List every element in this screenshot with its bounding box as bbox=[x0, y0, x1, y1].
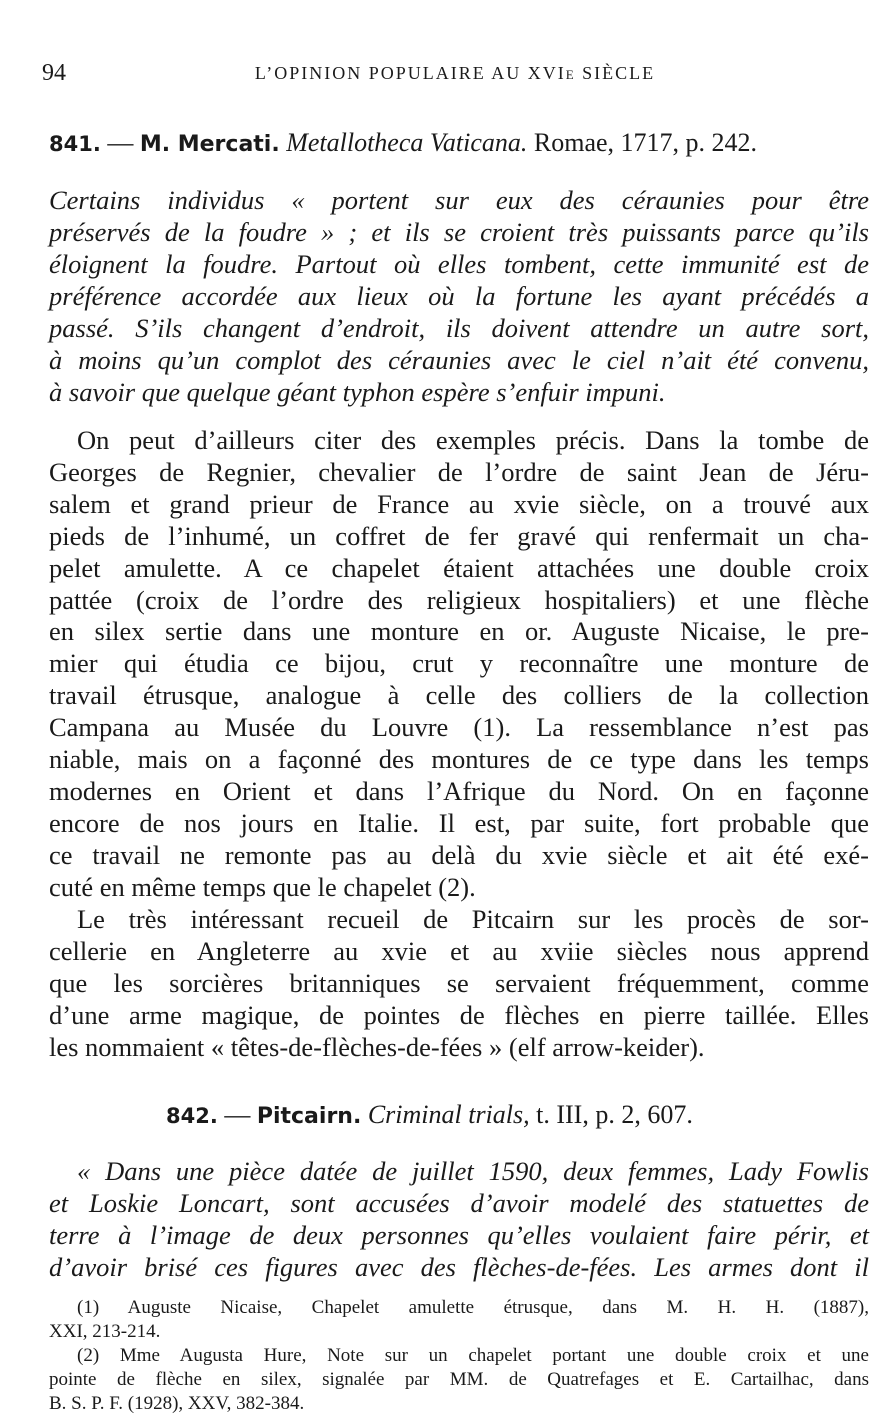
running-title: L’OPINION POPULAIRE AU XVIe SIÈCLE bbox=[254, 63, 656, 83]
entry-842-heading bbox=[166, 1100, 866, 1130]
text-line: « Dans une pièce datée de juillet 1590, deux femmes, Lady Fowlis bbox=[77, 1156, 869, 1186]
text-line: niable, mais on a façonné des montures de ce type dans les temps bbox=[49, 744, 869, 775]
entry-number: 842. bbox=[166, 1104, 218, 1128]
text-line: d’une arme magique, de pointes de flèches en pierre taillée. Elles bbox=[49, 999, 869, 1030]
text-line: en silex sertie dans une monture en or. Auguste Nicaise, le pre- bbox=[49, 616, 869, 647]
text-line: pelet amulette. A ce chapelet étaient attachées une double croix bbox=[49, 552, 869, 583]
text-line: cellerie en Angleterre au xvie et au xviie siècles nous apprend bbox=[49, 935, 869, 966]
text-line: les nommaient « têtes-de-flèches-de-fées » (elf arrow-keider). bbox=[49, 1031, 705, 1062]
text-line: ce travail ne remonte pas au delà du xvie siècle et ait été exé- bbox=[49, 839, 869, 870]
text-line: encore de nos jours en Italie. Il est, par suite, fort probable que bbox=[49, 807, 869, 838]
text-line: pattée (croix de l’ordre des religieux hospitaliers) et une flèche bbox=[49, 584, 869, 615]
text-line: On peut d’ailleurs citer des exemples précis. Dans la tombe de bbox=[77, 425, 869, 455]
footnote-line: (2) Mme Augusta Hure, Note sur un chapelet portant une double croix et une bbox=[77, 1345, 869, 1366]
text-line: que les sorcières britanniques se servaient fréquemment, comme bbox=[49, 967, 869, 998]
text-line: éloignent la foudre. Partout où elles tombent, cette immunité est de bbox=[49, 249, 869, 279]
text-line: et Loskie Loncart, sont accusées d’avoir modelé des statuettes de bbox=[49, 1188, 869, 1218]
text-line: Georges de Regnier, chevalier de l’ordre de saint Jean de Jéru- bbox=[49, 456, 869, 487]
text-line: modernes en Orient et dans l’Afrique du Nord. On en façonne bbox=[49, 775, 869, 806]
footnotes bbox=[49, 1296, 869, 1416]
page-number: 94 bbox=[42, 60, 66, 86]
entry-reference: t. III, p. 2, 607. bbox=[529, 1100, 693, 1129]
quote-842 bbox=[49, 1155, 869, 1283]
text-line: Le très intéressant recueil de Pitcairn sur les procès de sor- bbox=[77, 904, 869, 934]
text-line: préservés de la foudre » ; et ils se croient très puissants parce qu’ils bbox=[49, 217, 869, 247]
footnote-line: (1) Auguste Nicaise, Chapelet amulette étrusque, dans M. H. H. (1887), bbox=[77, 1297, 869, 1318]
text-line: Certains individus « portent sur eux des céraunies pour être bbox=[49, 185, 869, 215]
entry-dash: — bbox=[100, 128, 140, 157]
text-line: terre à l’image de deux personnes qu’elles voulaient faire périr, et bbox=[49, 1220, 869, 1250]
text-line: Campana au Musée du Louvre (1). La ressemblance n’est pas bbox=[49, 712, 869, 743]
text-line: à savoir que quelque géant typhon espère s’enfuir impuni. bbox=[49, 377, 666, 407]
entry-title: Criminal trials, bbox=[367, 1100, 530, 1129]
entry-title: Metallotheca Vaticana. bbox=[286, 128, 528, 157]
text-line: salem et grand prieur de France au xvie siècle, on a trouvé aux bbox=[49, 488, 869, 519]
text-line: passé. S’ils changent d’endroit, ils doivent attendre un autre sort, bbox=[49, 313, 869, 343]
page-header bbox=[42, 60, 868, 90]
entry-author: Pitcairn. bbox=[256, 1104, 362, 1129]
entry-number: 841. bbox=[49, 132, 101, 156]
footnote-line: pointe de flèche en silex, signalée par MM. de Quatrefages et E. Cartailhac, dans bbox=[49, 1369, 869, 1390]
entry-dash: — bbox=[217, 1100, 257, 1129]
text-line: cuté en même temps que le chapelet (2). bbox=[49, 871, 476, 902]
text-line: mier qui étudia ce bijou, crut y reconnaître une monture de bbox=[49, 648, 869, 679]
text-line: préférence accordée aux lieux où la fortune les ayant précédés a bbox=[49, 281, 869, 311]
text-line: à moins qu’un complot des céraunies avec le ciel n’ait été convenu, bbox=[49, 345, 869, 375]
paragraph-examples bbox=[49, 425, 869, 904]
paragraph-pitcairn bbox=[49, 904, 869, 1064]
footnote-line: B. S. P. F. (1928), XXV, 382-384. bbox=[49, 1393, 305, 1414]
entry-841-heading bbox=[49, 128, 869, 158]
footnote-line: XXI, 213-214. bbox=[49, 1321, 161, 1342]
text-line: d’avoir brisé ces figures avec des flèches-de-fées. Les armes dont il bbox=[49, 1252, 869, 1282]
text-line: pieds de l’inhumé, un coffret de fer gravé qui renfermait un cha- bbox=[49, 520, 869, 551]
entry-author: M. Mercati. bbox=[139, 132, 280, 157]
text-line: travail étrusque, analogue à celle des colliers de la collection bbox=[49, 680, 869, 711]
entry-reference: Romae, 1717, p. 242. bbox=[527, 128, 758, 157]
quote-841 bbox=[49, 184, 869, 408]
